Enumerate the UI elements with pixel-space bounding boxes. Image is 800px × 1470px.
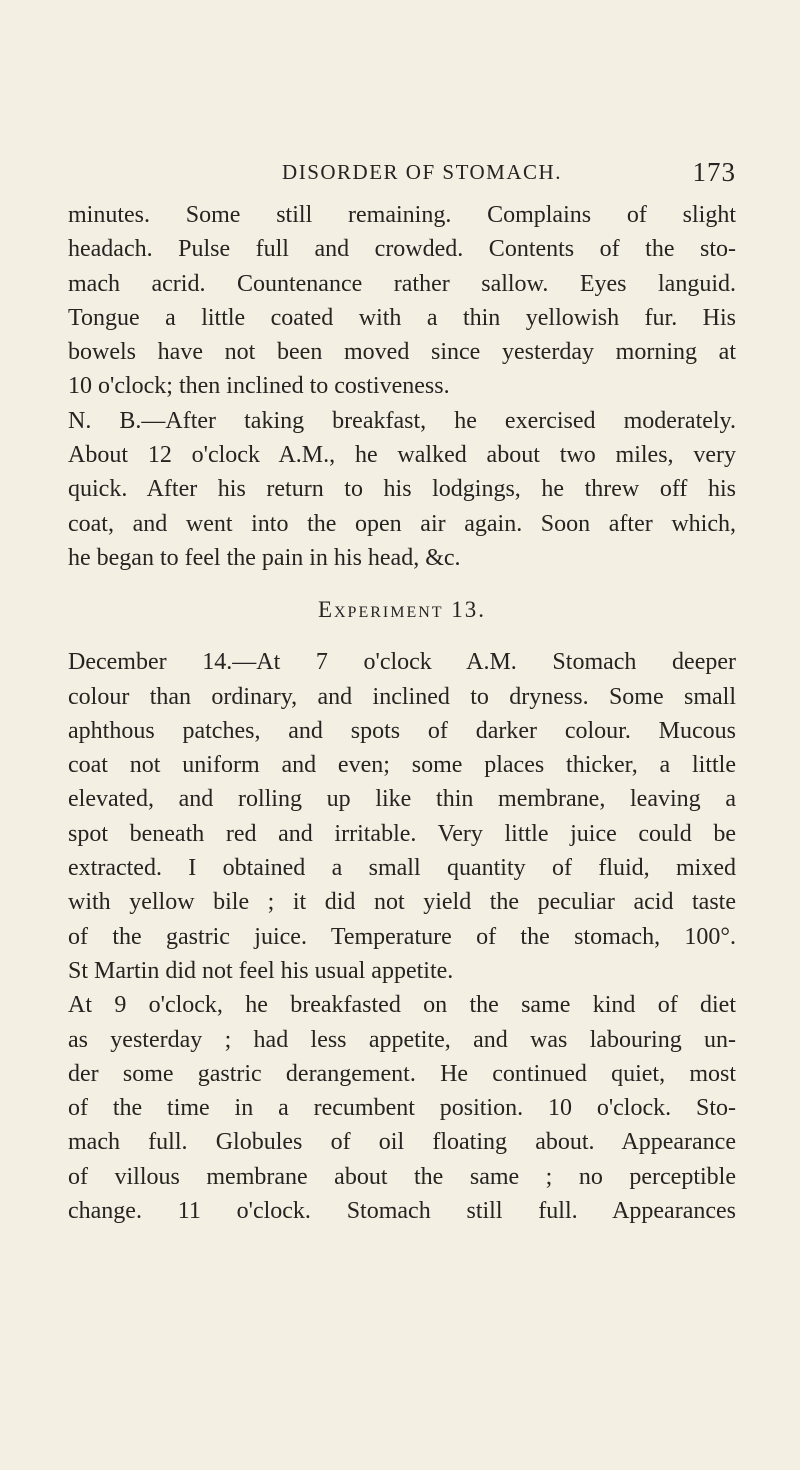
text-line: change. 11 o'clock. Stomach still full. Appearances — [68, 1198, 736, 1225]
body-text — [68, 198, 736, 1228]
text-line: bowels have not been moved since yesterday morning at — [68, 339, 736, 366]
text-line: elevated, and rolling up like thin membrane, leaving a — [68, 786, 736, 813]
text-line: coat not uniform and even; some places thicker, a little — [68, 752, 736, 779]
text-line: At 9 o'clock, he breakfasted on the same kind of diet — [68, 992, 736, 1019]
text-line: 10 o'clock; then inclined to costiveness. — [68, 373, 450, 400]
text-line: N. B.—After taking breakfast, he exercised moderately. — [68, 407, 736, 434]
text-line: of the time in a recumbent position. 10 o'clock. Sto- — [68, 1095, 736, 1122]
text-line: extracted. I obtained a small quantity of fluid, mixed — [68, 855, 736, 882]
text-line: aphthous patches, and spots of darker colour. Mucous — [68, 717, 736, 744]
text-line: minutes. Some still remaining. Complains of slight — [68, 202, 736, 228]
text-line: About 12 o'clock A.M., he walked about two miles, very — [68, 442, 736, 469]
text-line: colour than ordinary, and inclined to dryness. Some small — [68, 683, 736, 710]
text-line: St Martin did not feel his usual appetite. — [68, 957, 454, 984]
running-title: DISORDER OF STOMACH. — [282, 160, 562, 184]
text-line: Tongue a little coated with a thin yellowish fur. His — [68, 304, 736, 331]
text-line: as yesterday ; had less appetite, and was labouring un- — [68, 1026, 736, 1053]
experiment-heading: Experiment 13. — [317, 597, 487, 623]
text-line: mach acrid. Countenance rather sallow. Eyes languid. — [68, 270, 736, 297]
text-line: of the gastric juice. Temperature of the stomach, 100°. — [68, 923, 736, 950]
running-head — [68, 154, 736, 190]
text-line: of villous membrane about the same ; no perceptible — [68, 1163, 736, 1190]
text-line: mach full. Globules of oil floating about. Appearance — [68, 1129, 736, 1156]
text-line: headach. Pulse full and crowded. Contents of the sto- — [68, 236, 736, 263]
text-line: he began to feel the pain in his head, &c. — [68, 544, 461, 571]
page-number: 173 — [692, 157, 736, 187]
text-line: quick. After his return to his lodgings, he threw off his — [68, 476, 736, 503]
text-line: coat, and went into the open air again. Soon after which, — [68, 510, 736, 537]
text-line: with yellow bile ; it did not yield the peculiar acid taste — [68, 889, 736, 916]
text-line: der some gastric derangement. He continued quiet, most — [68, 1060, 736, 1087]
text-line: spot beneath red and irritable. Very little juice could be — [68, 820, 736, 847]
text-line: December 14.—At 7 o'clock A.M. Stomach deeper — [68, 649, 736, 676]
